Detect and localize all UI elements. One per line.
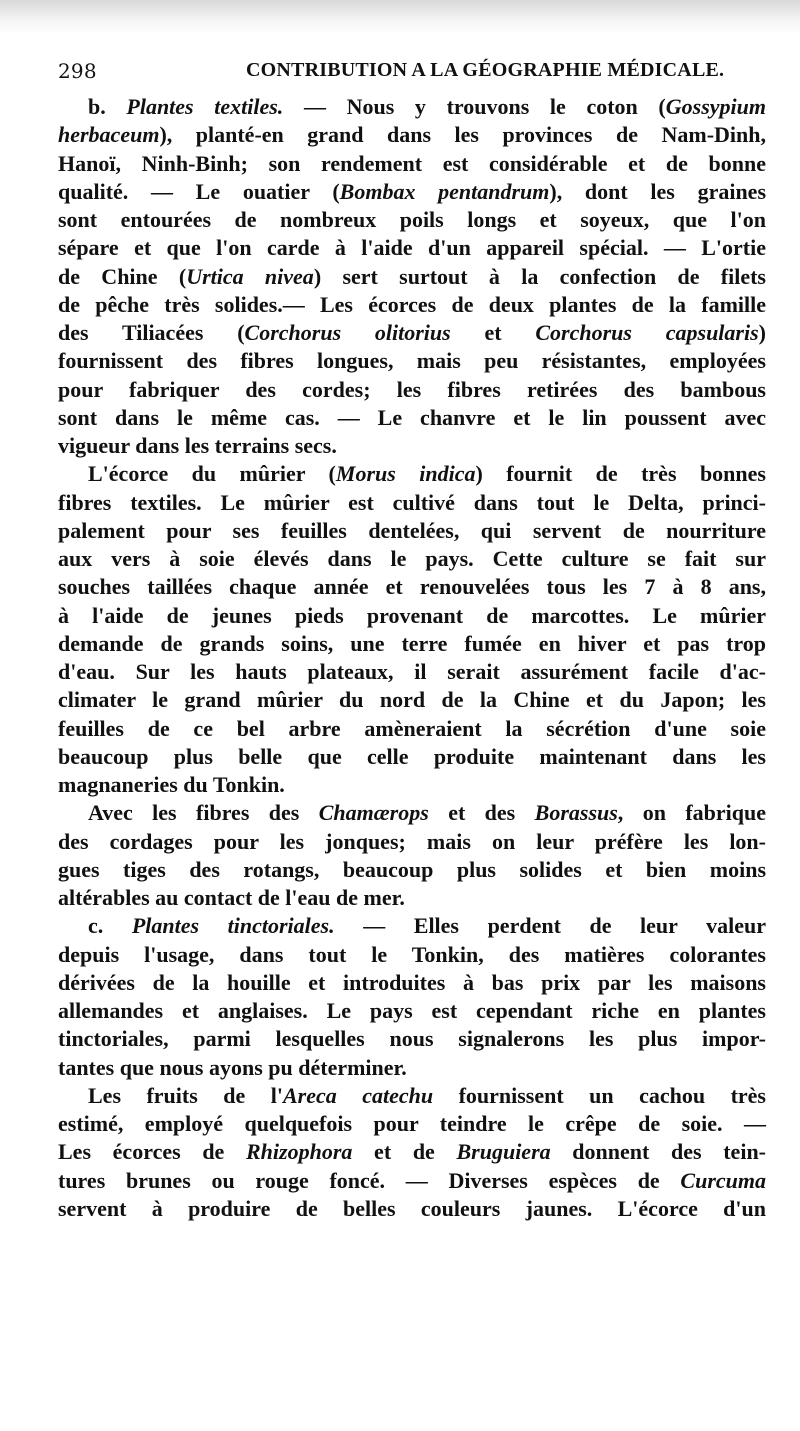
text-line [58, 347, 766, 375]
text-line [58, 93, 766, 121]
text-run: palement pour ses feuilles dentelées, qui servent de nourriture [58, 517, 766, 543]
text-run: vigueur dans les terrains secs. [58, 433, 337, 458]
text-run: et [450, 320, 536, 345]
text-run: — Elles perdent de leur valeur [334, 913, 766, 939]
text-line [58, 376, 766, 404]
text-run: servent à produire de belles couleurs jaunes. L'écorce d'un [58, 1195, 766, 1221]
text-run: ) fournit de très bonnes [475, 461, 766, 487]
text-run: ), dont les graines [549, 178, 767, 204]
text-run: et de [352, 1139, 457, 1165]
italic-term: Gossypium [665, 94, 766, 119]
text-run: sépare et que l'on carde à l'aide d'un appareil spécial. — L'ortie [58, 235, 766, 261]
text-run: Hanoï, Ninh-Binh; son rendement est considérable et de bonne [58, 150, 766, 176]
text-run: Les fruits de l' [88, 1082, 283, 1108]
text-line [58, 1195, 766, 1223]
text-run: des cordages pour les jonques; mais on leur préfère les lon- [58, 828, 766, 854]
text-run: Avec les fibres des [88, 800, 319, 826]
text-line [58, 432, 766, 460]
text-run: tures brunes ou rouge foncé. — Diverses espèces de [58, 1167, 681, 1193]
text-run: demande de grands soins, une terre fumée en hiver et pas trop [58, 630, 766, 656]
text-run: c. [88, 913, 132, 939]
text-line [58, 1082, 766, 1110]
text-line [58, 1054, 766, 1082]
text-run: , on fabrique [617, 800, 766, 826]
text-line [58, 178, 766, 206]
text-line [58, 1110, 766, 1138]
text-line [58, 912, 766, 940]
italic-term: herbaceum [58, 122, 160, 148]
text-run: gues tiges des rotangs, beaucoup plus solides et bien moins [58, 856, 766, 882]
text-line [58, 1167, 766, 1195]
text-run: de pêche très solides.— Les écorces de deux plantes de la famille [58, 291, 766, 317]
text-run: depuis l'usage, dans tout le Tonkin, des matières colorantes [58, 941, 766, 967]
text-run: qualité. — Le ouatier ( [58, 178, 340, 204]
text-run: feuilles de ce bel arbre amèneraient la sécrétion d'une soie [58, 715, 766, 741]
text-line [58, 856, 766, 884]
text-line [58, 969, 766, 997]
text-line [58, 460, 766, 488]
text-line [58, 686, 766, 714]
text-line [58, 517, 766, 545]
text-line [58, 1025, 766, 1053]
text-run: ), planté-en grand dans les provinces de Nam-Dinh, [159, 122, 766, 148]
text-run: sont entourées de nombreux poils longs et soyeux, que l'on [58, 207, 766, 232]
italic-term: Plantes tinctoriales. [131, 913, 335, 939]
italic-term: Rhizophora [246, 1139, 353, 1165]
text-run: ) sert surtout à la confection de filets [313, 263, 766, 289]
text-run: tinctoriales, parmi lesquelles nous signalerons les plus impor- [58, 1026, 766, 1052]
text-line [58, 771, 766, 799]
text-run: souches taillées chaque année et renouvelées tous les 7 à 8 ans, [58, 574, 766, 600]
text-line [58, 263, 766, 291]
text-line [58, 1138, 766, 1166]
text-run: allemandes et anglaises. Le pays est cependant riche en plantes [58, 998, 766, 1023]
text-run: tantes que nous ayons pu déterminer. [58, 1054, 407, 1080]
text-line [58, 602, 766, 630]
text-line [58, 828, 766, 856]
text-run: estimé, employé quelquefois pour teindre le crêpe de soie. — [58, 1111, 766, 1136]
text-run: aux vers à soie élevés dans le pays. Cette culture se fait sur [58, 546, 766, 571]
text-run: et des [428, 800, 535, 826]
text-run: fibres textiles. Le mûrier est cultivé dans tout le Delta, princi- [58, 489, 766, 515]
text-run: altérables au contact de l'eau de mer. [58, 885, 405, 910]
text-line [58, 150, 766, 178]
text-run: climater le grand mûrier du nord de la Chine et du Japon; les [58, 687, 766, 713]
text-line [58, 319, 766, 347]
italic-term: Corchorus capsularis [535, 320, 759, 345]
text-run: L'écorce du mûrier ( [88, 461, 336, 487]
text-line [58, 884, 766, 912]
text-run: d'eau. Sur les hauts plateaux, il serait assurément facile d'ac- [58, 659, 766, 684]
page-number: 298 [58, 59, 97, 83]
italic-term: Bruguiera [456, 1139, 551, 1165]
italic-term: Bombax pentandrum [339, 178, 550, 204]
text-run: magnaneries du Tonkin. [58, 772, 285, 797]
italic-term: Areca catechu [282, 1082, 434, 1108]
text-run: donnent des tein- [550, 1139, 766, 1165]
text-line [58, 799, 766, 827]
page-header [58, 59, 758, 89]
text-line [58, 715, 766, 743]
text-run: pour fabriquer des cordes; les fibres retirées des bambous [58, 376, 766, 402]
text-run: ) [758, 320, 766, 345]
text-run: Les écorces de [58, 1139, 246, 1165]
text-run: beaucoup plus belle que celle produite maintenant dans les [58, 743, 766, 769]
text-line [58, 291, 766, 319]
body-text [58, 93, 766, 1223]
text-run: sont dans le même cas. — Le chanvre et le lin poussent avec [58, 404, 766, 430]
text-run: à l'aide de jeunes pieds provenant de marcottes. Le mûrier [58, 602, 766, 628]
text-line [58, 206, 766, 234]
text-run: de Chine ( [58, 263, 187, 289]
italic-term: Borassus [534, 800, 618, 826]
text-line [58, 743, 766, 771]
text-run: fournissent un cachou très [433, 1082, 766, 1108]
text-line [58, 234, 766, 262]
text-line [58, 997, 766, 1025]
text-line [58, 489, 766, 517]
text-run: des Tiliacées ( [58, 320, 245, 345]
text-run: b. [88, 94, 127, 119]
text-line [58, 941, 766, 969]
text-line [58, 404, 766, 432]
text-run: dérivées de la houille et introduites à bas prix par les maisons [58, 969, 766, 995]
text-line [58, 121, 766, 149]
text-line [58, 545, 766, 573]
text-run: fournissent des fibres longues, mais peu résistantes, employées [58, 348, 766, 374]
italic-term: Urtica nivea [186, 263, 314, 289]
text-line [58, 658, 766, 686]
italic-term: Chamærops [318, 800, 429, 826]
italic-term: Curcuma [680, 1167, 766, 1193]
text-run: — Nous y trouvons le coton ( [283, 94, 666, 119]
text-line [58, 573, 766, 601]
italic-term: Morus indica [335, 461, 476, 487]
italic-term: Corchorus olitorius [244, 320, 451, 345]
text-line [58, 630, 766, 658]
running-title: CONTRIBUTION A LA GÉOGRAPHIE MÉDICALE. [246, 59, 725, 81]
italic-term: Plantes textiles. [126, 94, 284, 119]
